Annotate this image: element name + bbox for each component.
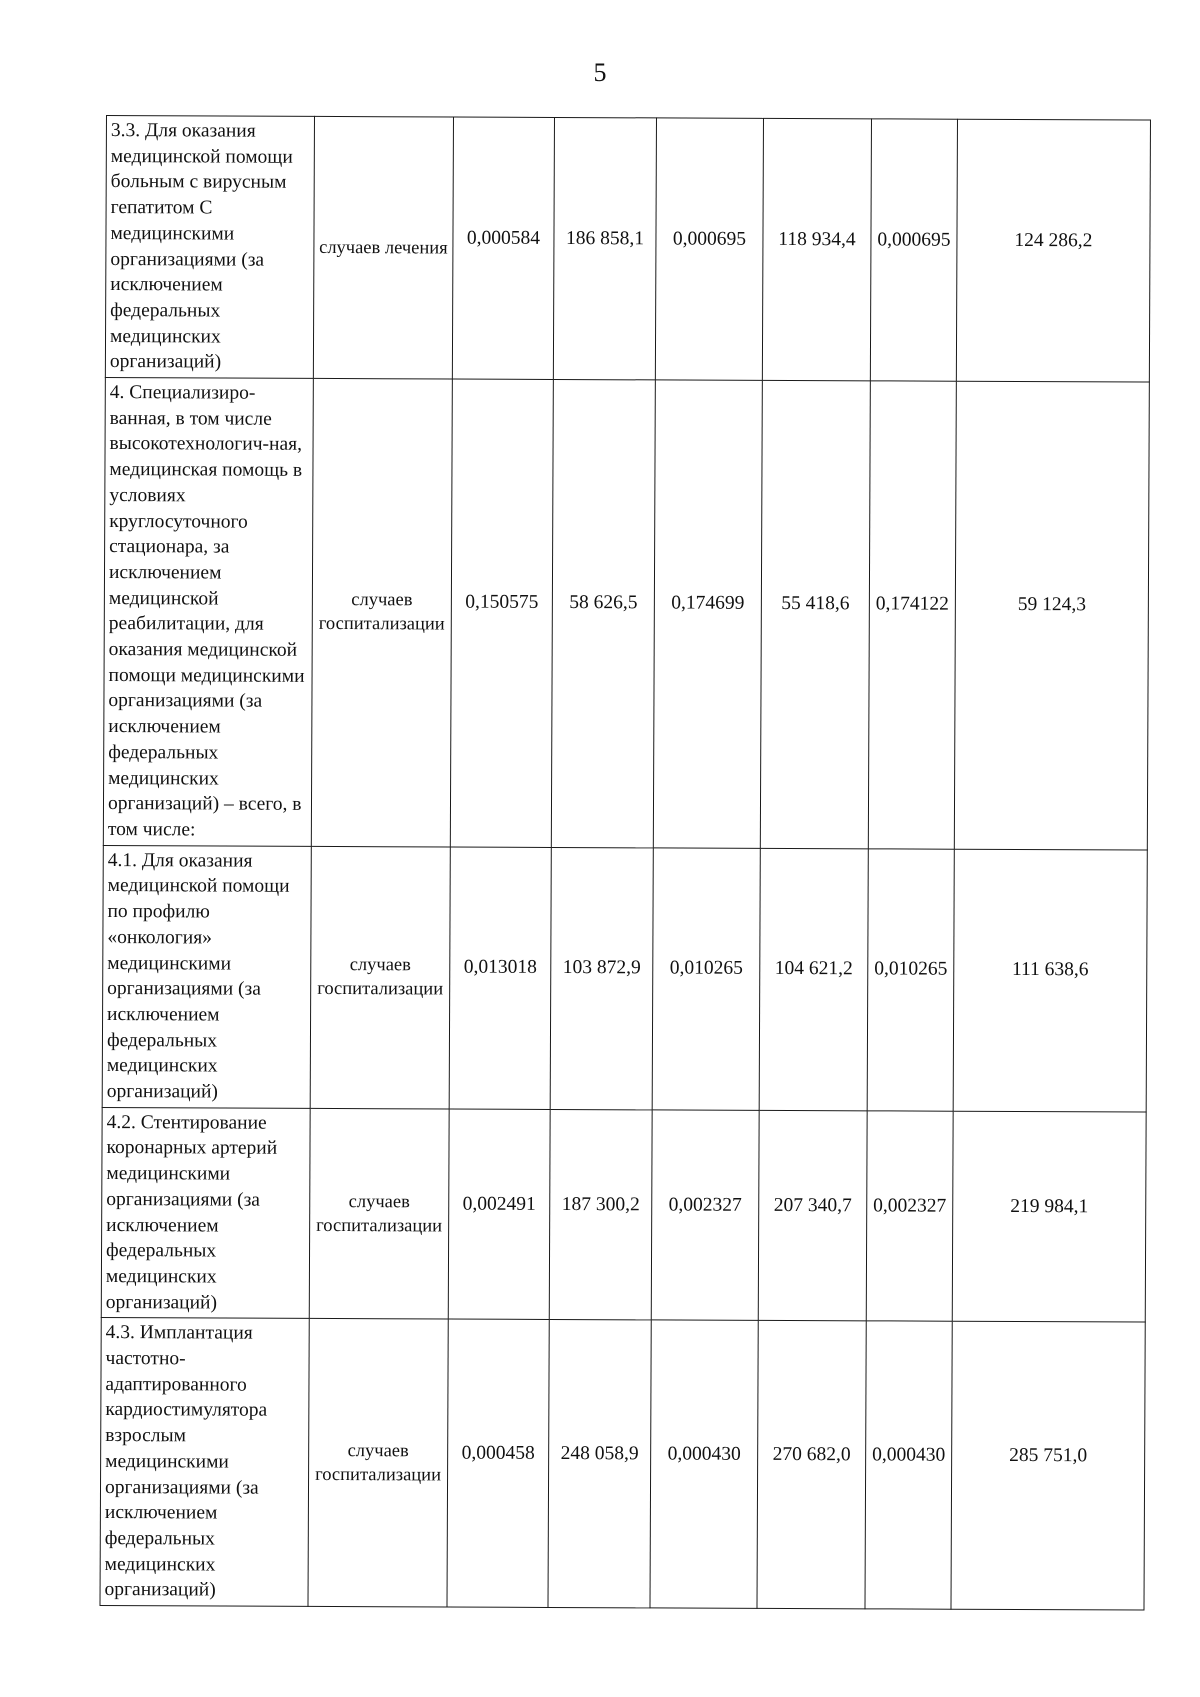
row-unit: случаев госпитализации xyxy=(308,1319,448,1607)
row-description: 4. Специализиро-ванная, в том числе высокотехнологич-ная, медицинская помощь в условиях круглосуточного стационара, за исключением медицинской реабилитации, для оказания медицинской помощи медицинскими организациями (за исключением федеральных медицинских организаций) – всего, в том числе: xyxy=(103,378,313,847)
value-cell: 0,000695 xyxy=(655,118,763,380)
value-cell: 58 626,5 xyxy=(551,379,655,847)
value-cell: 0,010265 xyxy=(867,849,954,1111)
value-cell: 0,000430 xyxy=(650,1320,758,1608)
value-cell: 0,000695 xyxy=(870,119,957,381)
row-description: 4.1. Для оказания медицинской помощи по профилю «онкология» медицинскими организациями (за исключением федеральных медицинских организаций) xyxy=(102,845,311,1108)
value-cell: 0,150575 xyxy=(450,379,553,847)
value-cell: 0,000458 xyxy=(447,1319,549,1607)
value-cell: 0,000430 xyxy=(865,1321,952,1609)
value-cell: 0,174699 xyxy=(653,380,762,848)
row-unit: случаев госпитализации xyxy=(310,846,450,1109)
table-row xyxy=(103,378,1149,850)
value-cell: 285 751,0 xyxy=(951,1322,1145,1611)
table-row xyxy=(102,845,1147,1112)
value-cell: 111 638,6 xyxy=(953,849,1147,1112)
table-row xyxy=(100,1318,1145,1610)
value-cell: 124 286,2 xyxy=(956,119,1150,382)
value-cell: 103 872,9 xyxy=(550,847,653,1109)
standards-table xyxy=(99,115,1150,1611)
value-cell: 118 934,4 xyxy=(762,118,871,381)
value-cell: 0,010265 xyxy=(652,848,760,1110)
value-cell: 0,174122 xyxy=(868,381,956,849)
value-cell: 55 418,6 xyxy=(760,380,870,848)
row-unit: случаев госпитализации xyxy=(309,1108,449,1319)
value-cell: 104 621,2 xyxy=(759,848,868,1111)
value-cell: 0,002491 xyxy=(448,1109,550,1320)
value-cell: 59 124,3 xyxy=(954,381,1149,849)
value-cell: 207 340,7 xyxy=(758,1110,867,1321)
row-unit: случаев лечения xyxy=(313,116,453,379)
row-description: 4.2. Стентирование коронарных артерий медицинскими организациями (за исключением федеральных медицинских организаций) xyxy=(101,1107,310,1319)
value-cell: 219 984,1 xyxy=(952,1111,1146,1322)
value-cell: 0,002327 xyxy=(651,1110,759,1321)
table-row xyxy=(101,1107,1146,1322)
value-cell: 186 858,1 xyxy=(553,117,656,379)
value-cell: 248 058,9 xyxy=(548,1320,651,1608)
row-description: 3.3. Для оказания медицинской помощи больным с вирусным гепатитом С медицинскими организациями (за исключением федеральных медицинских организаций) xyxy=(105,116,314,379)
row-description: 4.3. Имплантация частотно-адаптированного кардиостимулятора взрослым медицинскими организациями (за исключением федеральных медицинских организаций) xyxy=(100,1318,309,1607)
row-unit: случаев госпитализации xyxy=(311,378,452,846)
value-cell: 187 300,2 xyxy=(549,1109,652,1320)
value-cell: 0,002327 xyxy=(866,1111,953,1322)
page-number: 5 xyxy=(593,58,607,87)
value-cell: 0,013018 xyxy=(449,847,551,1109)
value-cell: 0,000584 xyxy=(452,117,554,379)
table-row xyxy=(105,116,1150,383)
value-cell: 270 682,0 xyxy=(757,1321,866,1609)
